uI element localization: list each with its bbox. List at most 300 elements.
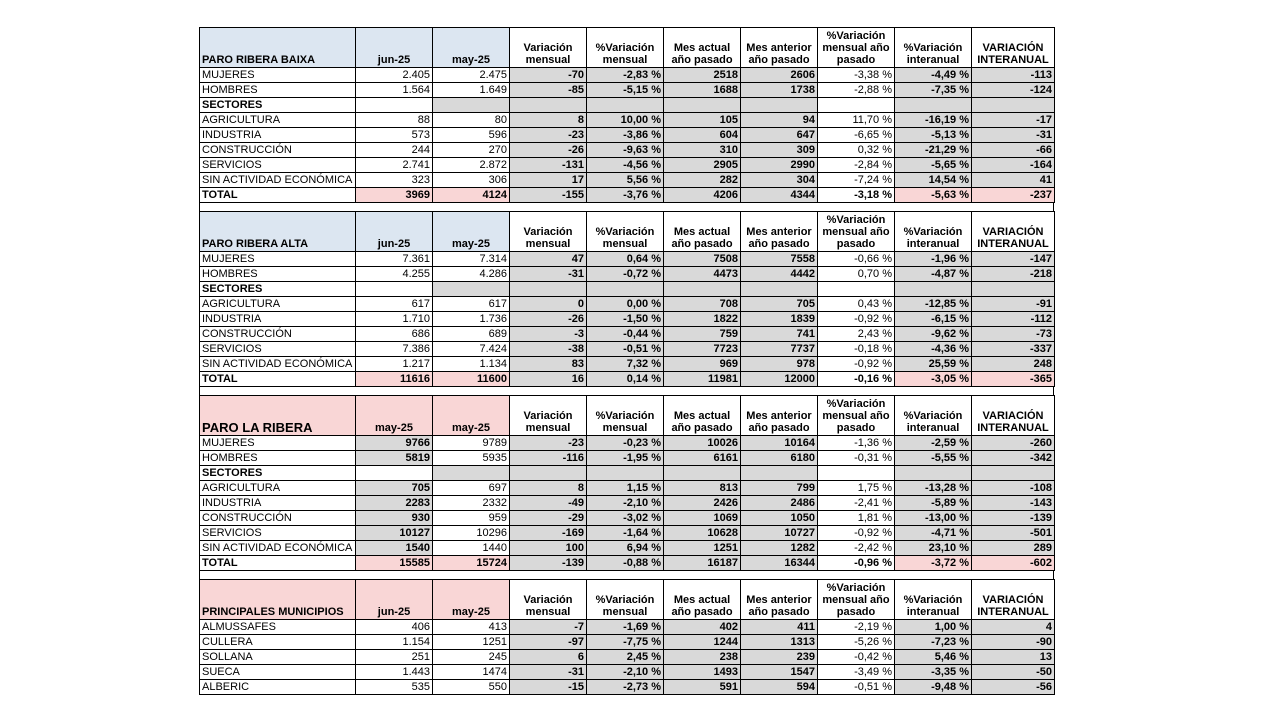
table-cell: -85: [510, 83, 587, 98]
table-cell: -0,92 %: [818, 357, 895, 372]
table-cell: -23: [510, 128, 587, 143]
column-header: may-25: [433, 396, 510, 436]
table-cell: -0,23 %: [587, 436, 664, 451]
table-cell: 323: [356, 173, 433, 188]
table-row: [200, 436, 1055, 451]
column-header: Mes anterior año pasado: [741, 580, 818, 620]
total-row: [200, 188, 1055, 203]
row-label: SIN ACTIVIDAD ECONÓMICA: [200, 541, 356, 556]
table-row: [200, 357, 1055, 372]
table-cell: -0,18 %: [818, 342, 895, 357]
table-cell: -1,36 %: [818, 436, 895, 451]
table-cell: 15585: [356, 556, 433, 571]
table-cell: [356, 282, 433, 297]
block-title: PRINCIPALES MUNICIPIOS: [200, 580, 356, 620]
row-label: AGRICULTURA: [200, 297, 356, 312]
row-label: INDUSTRIA: [200, 312, 356, 327]
table-cell: -9,48 %: [895, 680, 972, 695]
table-cell: [664, 466, 741, 481]
table-cell: [433, 282, 510, 297]
table-cell: 2.872: [433, 158, 510, 173]
table-cell: -143: [972, 496, 1055, 511]
table-cell: 1,75 %: [818, 481, 895, 496]
table-cell: 7508: [664, 252, 741, 267]
table-cell: -2,83 %: [587, 68, 664, 83]
table-cell: 244: [356, 143, 433, 158]
table-cell: 6: [510, 650, 587, 665]
table-cell: 4124: [433, 188, 510, 203]
row-label: SERVICIOS: [200, 342, 356, 357]
table-cell: 7.361: [356, 252, 433, 267]
row-label: INDUSTRIA: [200, 496, 356, 511]
table-row: [200, 496, 1055, 511]
table-cell: 686: [356, 327, 433, 342]
row-label: MUJERES: [200, 252, 356, 267]
table-cell: 6161: [664, 451, 741, 466]
table-cell: 11,70 %: [818, 113, 895, 128]
table-cell: [741, 282, 818, 297]
table-cell: -2,19 %: [818, 620, 895, 635]
table-cell: -5,63 %: [895, 188, 972, 203]
table-row: [200, 252, 1055, 267]
table-row: [200, 158, 1055, 173]
table-cell: -4,71 %: [895, 526, 972, 541]
table-cell: 7723: [664, 342, 741, 357]
table-cell: -31: [510, 665, 587, 680]
table-cell: -66: [972, 143, 1055, 158]
table-cell: 1.564: [356, 83, 433, 98]
table-cell: [433, 98, 510, 113]
table-cell: 1050: [741, 511, 818, 526]
table-cell: -3,49 %: [818, 665, 895, 680]
table-cell: -5,15 %: [587, 83, 664, 98]
table-cell: 1.134: [433, 357, 510, 372]
table-cell: -97: [510, 635, 587, 650]
table-alta: [199, 211, 1055, 387]
column-header: VARIACIÓN INTERANUAL: [972, 396, 1055, 436]
table-cell: 47: [510, 252, 587, 267]
table-cell: [664, 282, 741, 297]
table-cell: -23: [510, 436, 587, 451]
column-header: Mes anterior año pasado: [741, 212, 818, 252]
table-cell: -260: [972, 436, 1055, 451]
table-cell: 10164: [741, 436, 818, 451]
row-label: TOTAL: [200, 188, 356, 203]
table-cell: [818, 98, 895, 113]
table-cell: -21,29 %: [895, 143, 972, 158]
table-cell: -3,35 %: [895, 665, 972, 680]
table-row: [200, 511, 1055, 526]
table-cell: 969: [664, 357, 741, 372]
table-cell: 1738: [741, 83, 818, 98]
table-cell: 2426: [664, 496, 741, 511]
table-municipios: [199, 579, 1055, 695]
column-header: %Variación mensual año pasado: [818, 580, 895, 620]
table-cell: -0,66 %: [818, 252, 895, 267]
row-label: SECTORES: [200, 466, 356, 481]
table-cell: 406: [356, 620, 433, 635]
table-cell: 573: [356, 128, 433, 143]
table-cell: 0,70 %: [818, 267, 895, 282]
column-header: %Variación interanual: [895, 28, 972, 68]
table-cell: -602: [972, 556, 1055, 571]
table-cell: 604: [664, 128, 741, 143]
table-cell: 12000: [741, 372, 818, 387]
table-cell: -29: [510, 511, 587, 526]
table-cell: 2.741: [356, 158, 433, 173]
table-cell: -31: [972, 128, 1055, 143]
row-label: SUECA: [200, 665, 356, 680]
row-label: CONSTRUCCIÓN: [200, 143, 356, 158]
table-cell: 7.424: [433, 342, 510, 357]
table-cell: 16: [510, 372, 587, 387]
table-cell: 550: [433, 680, 510, 695]
table-cell: -0,31 %: [818, 451, 895, 466]
table-cell: -169: [510, 526, 587, 541]
table-cell: -7: [510, 620, 587, 635]
table-cell: -108: [972, 481, 1055, 496]
table-cell: [587, 282, 664, 297]
table-cell: -237: [972, 188, 1055, 203]
table-cell: 813: [664, 481, 741, 496]
column-header: jun-25: [356, 212, 433, 252]
table-cell: -2,10 %: [587, 496, 664, 511]
table-cell: [433, 466, 510, 481]
block-separator: [199, 387, 1054, 395]
table-cell: 0,64 %: [587, 252, 664, 267]
table-baixa: [199, 27, 1055, 203]
block-separator: [199, 203, 1054, 211]
table-row: [200, 342, 1055, 357]
table-cell: 0,32 %: [818, 143, 895, 158]
table-cell: -5,89 %: [895, 496, 972, 511]
table-cell: 2332: [433, 496, 510, 511]
table-cell: 11600: [433, 372, 510, 387]
table-cell: -3,38 %: [818, 68, 895, 83]
table-cell: 1,00 %: [895, 620, 972, 635]
column-header: jun-25: [356, 580, 433, 620]
table-cell: [972, 466, 1055, 481]
column-header: Mes anterior año pasado: [741, 396, 818, 436]
table-cell: 304: [741, 173, 818, 188]
table-cell: 25,59 %: [895, 357, 972, 372]
table-cell: -7,35 %: [895, 83, 972, 98]
header-row: [200, 212, 1055, 252]
table-cell: 759: [664, 327, 741, 342]
row-label: AGRICULTURA: [200, 481, 356, 496]
column-header: %Variación mensual: [587, 28, 664, 68]
table-cell: -0,42 %: [818, 650, 895, 665]
table-cell: 289: [972, 541, 1055, 556]
table-row: [200, 665, 1055, 680]
column-header: %Variación interanual: [895, 212, 972, 252]
total-row: [200, 372, 1055, 387]
table-cell: -17: [972, 113, 1055, 128]
table-cell: 0: [510, 297, 587, 312]
table-cell: 2990: [741, 158, 818, 173]
table-cell: [818, 282, 895, 297]
table-row: [200, 143, 1055, 158]
table-cell: -218: [972, 267, 1055, 282]
table-cell: 2,45 %: [587, 650, 664, 665]
table-cell: -73: [972, 327, 1055, 342]
table-cell: 88: [356, 113, 433, 128]
table-cell: 94: [741, 113, 818, 128]
table-cell: 2.405: [356, 68, 433, 83]
table-row: [200, 635, 1055, 650]
table-cell: 708: [664, 297, 741, 312]
table-cell: -16,19 %: [895, 113, 972, 128]
table-cell: 10127: [356, 526, 433, 541]
table-cell: 617: [433, 297, 510, 312]
table-cell: -0,44 %: [587, 327, 664, 342]
section-row: [200, 98, 1055, 113]
row-label: HOMBRES: [200, 83, 356, 98]
table-cell: 1.710: [356, 312, 433, 327]
table-cell: 16187: [664, 556, 741, 571]
section-row: [200, 466, 1055, 481]
table-cell: 5,56 %: [587, 173, 664, 188]
row-label: SERVICIOS: [200, 158, 356, 173]
table-cell: 4442: [741, 267, 818, 282]
table-cell: 1.443: [356, 665, 433, 680]
row-label: HOMBRES: [200, 451, 356, 466]
table-cell: 1244: [664, 635, 741, 650]
table-cell: 10727: [741, 526, 818, 541]
column-header: Mes actual año pasado: [664, 212, 741, 252]
row-label: SIN ACTIVIDAD ECONÓMICA: [200, 357, 356, 372]
row-label: SIN ACTIVIDAD ECONÓMICA: [200, 173, 356, 188]
table-cell: [510, 282, 587, 297]
table-cell: -139: [510, 556, 587, 571]
table-cell: -2,59 %: [895, 436, 972, 451]
row-label: CONSTRUCCIÓN: [200, 327, 356, 342]
table-cell: 4206: [664, 188, 741, 203]
table-cell: 10296: [433, 526, 510, 541]
table-cell: -1,96 %: [895, 252, 972, 267]
table-cell: 930: [356, 511, 433, 526]
table-cell: 1251: [664, 541, 741, 556]
table-cell: -3: [510, 327, 587, 342]
table-cell: -56: [972, 680, 1055, 695]
table-cell: -4,49 %: [895, 68, 972, 83]
table-cell: 5935: [433, 451, 510, 466]
table-cell: -9,63 %: [587, 143, 664, 158]
table-cell: 799: [741, 481, 818, 496]
table-cell: -124: [972, 83, 1055, 98]
table-cell: 689: [433, 327, 510, 342]
table-cell: -112: [972, 312, 1055, 327]
table-cell: -4,87 %: [895, 267, 972, 282]
table-row: [200, 267, 1055, 282]
table-cell: -0,51 %: [587, 342, 664, 357]
table-cell: [587, 98, 664, 113]
table-cell: -91: [972, 297, 1055, 312]
table-cell: 282: [664, 173, 741, 188]
table-cell: -7,75 %: [587, 635, 664, 650]
table-cell: 4344: [741, 188, 818, 203]
table-cell: 4473: [664, 267, 741, 282]
table-cell: -337: [972, 342, 1055, 357]
block-title: PARO RIBERA BAIXA: [200, 28, 356, 68]
table-cell: 5819: [356, 451, 433, 466]
row-label: HOMBRES: [200, 267, 356, 282]
column-header: Variación mensual: [510, 396, 587, 436]
table-cell: 591: [664, 680, 741, 695]
table-cell: 1474: [433, 665, 510, 680]
column-header: Variación mensual: [510, 212, 587, 252]
table-cell: 238: [664, 650, 741, 665]
table-cell: -13,00 %: [895, 511, 972, 526]
table-cell: 16344: [741, 556, 818, 571]
table-cell: -5,26 %: [818, 635, 895, 650]
table-cell: 705: [356, 481, 433, 496]
table-cell: -5,55 %: [895, 451, 972, 466]
table-cell: -3,18 %: [818, 188, 895, 203]
table-cell: 959: [433, 511, 510, 526]
table-cell: -70: [510, 68, 587, 83]
table-row: [200, 650, 1055, 665]
row-label: CULLERA: [200, 635, 356, 650]
row-label: AGRICULTURA: [200, 113, 356, 128]
table-cell: -5,13 %: [895, 128, 972, 143]
table-cell: -4,56 %: [587, 158, 664, 173]
column-header: may-25: [433, 580, 510, 620]
table-row: [200, 680, 1055, 695]
table-cell: -113: [972, 68, 1055, 83]
table-cell: -2,41 %: [818, 496, 895, 511]
table-cell: -139: [972, 511, 1055, 526]
table-cell: -0,92 %: [818, 312, 895, 327]
table-cell: 11616: [356, 372, 433, 387]
table-cell: 0,00 %: [587, 297, 664, 312]
table-ribera: [199, 395, 1055, 571]
column-header: may-25: [356, 396, 433, 436]
table-cell: 411: [741, 620, 818, 635]
row-label: MUJERES: [200, 436, 356, 451]
row-label: TOTAL: [200, 372, 356, 387]
table-cell: 7,32 %: [587, 357, 664, 372]
table-cell: -26: [510, 143, 587, 158]
column-header: %Variación mensual año pasado: [818, 396, 895, 436]
block-separator: [199, 571, 1054, 579]
table-cell: -7,23 %: [895, 635, 972, 650]
table-cell: 306: [433, 173, 510, 188]
table-cell: [741, 466, 818, 481]
column-header: may-25: [433, 212, 510, 252]
table-cell: -7,24 %: [818, 173, 895, 188]
table-cell: 705: [741, 297, 818, 312]
table-cell: 2905: [664, 158, 741, 173]
table-cell: 1440: [433, 541, 510, 556]
table-cell: 248: [972, 357, 1055, 372]
table-cell: [972, 98, 1055, 113]
table-cell: -1,69 %: [587, 620, 664, 635]
table-cell: 6,94 %: [587, 541, 664, 556]
table-cell: -90: [972, 635, 1055, 650]
table-cell: -2,84 %: [818, 158, 895, 173]
table-cell: -116: [510, 451, 587, 466]
column-header: VARIACIÓN INTERANUAL: [972, 580, 1055, 620]
table-cell: 9766: [356, 436, 433, 451]
header-row: [200, 396, 1055, 436]
table-cell: 9789: [433, 436, 510, 451]
table-cell: 0,14 %: [587, 372, 664, 387]
table-cell: 2,43 %: [818, 327, 895, 342]
table-cell: 23,10 %: [895, 541, 972, 556]
table-cell: 6180: [741, 451, 818, 466]
table-cell: 3969: [356, 188, 433, 203]
table-cell: 7.314: [433, 252, 510, 267]
column-header: %Variación mensual año pasado: [818, 212, 895, 252]
spreadsheet-sheet: [199, 27, 1054, 695]
table-cell: [664, 98, 741, 113]
table-cell: [356, 98, 433, 113]
table-cell: 4.255: [356, 267, 433, 282]
table-cell: -1,64 %: [587, 526, 664, 541]
table-row: [200, 68, 1055, 83]
row-label: ALMUSSAFES: [200, 620, 356, 635]
table-cell: -147: [972, 252, 1055, 267]
table-cell: 10,00 %: [587, 113, 664, 128]
table-cell: 105: [664, 113, 741, 128]
table-cell: 1547: [741, 665, 818, 680]
table-row: [200, 327, 1055, 342]
row-label: ALBERIC: [200, 680, 356, 695]
table-cell: 1313: [741, 635, 818, 650]
table-row: [200, 451, 1055, 466]
row-label: TOTAL: [200, 556, 356, 571]
block-title: PARO RIBERA ALTA: [200, 212, 356, 252]
table-cell: 2.475: [433, 68, 510, 83]
table-cell: 41: [972, 173, 1055, 188]
table-cell: -3,72 %: [895, 556, 972, 571]
table-cell: 1688: [664, 83, 741, 98]
table-cell: 2606: [741, 68, 818, 83]
table-cell: [895, 466, 972, 481]
table-cell: [356, 466, 433, 481]
table-cell: -3,86 %: [587, 128, 664, 143]
table-row: [200, 526, 1055, 541]
table-cell: 0,43 %: [818, 297, 895, 312]
table-cell: 239: [741, 650, 818, 665]
block-title: PARO LA RIBERA: [200, 396, 356, 436]
table-cell: 10628: [664, 526, 741, 541]
table-cell: [818, 466, 895, 481]
table-cell: -2,73 %: [587, 680, 664, 695]
table-cell: -0,72 %: [587, 267, 664, 282]
table-cell: 1.217: [356, 357, 433, 372]
table-cell: 10026: [664, 436, 741, 451]
table-cell: -3,76 %: [587, 188, 664, 203]
column-header: may-25: [433, 28, 510, 68]
table-cell: 2486: [741, 496, 818, 511]
table-cell: -0,51 %: [818, 680, 895, 695]
table-cell: 310: [664, 143, 741, 158]
table-cell: 8: [510, 481, 587, 496]
table-cell: -2,88 %: [818, 83, 895, 98]
table-cell: -2,10 %: [587, 665, 664, 680]
row-label: CONSTRUCCIÓN: [200, 511, 356, 526]
table-cell: -26: [510, 312, 587, 327]
table-cell: -0,96 %: [818, 556, 895, 571]
header-row: [200, 28, 1055, 68]
row-label: SERVICIOS: [200, 526, 356, 541]
table-cell: 4.286: [433, 267, 510, 282]
column-header: %Variación mensual: [587, 580, 664, 620]
table-cell: -342: [972, 451, 1055, 466]
table-row: [200, 481, 1055, 496]
